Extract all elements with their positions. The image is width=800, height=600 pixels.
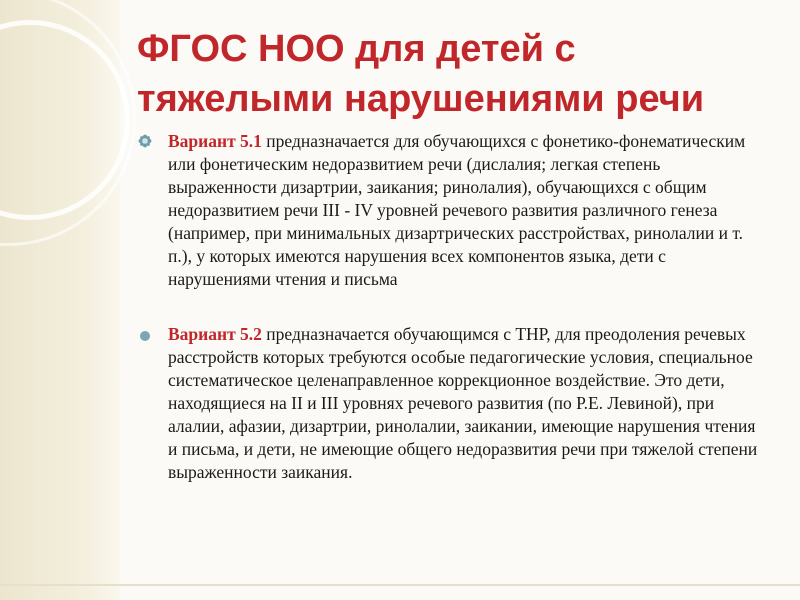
- title-line-2: тяжелыми нарушениями речи: [137, 78, 705, 120]
- slide-body: [138, 130, 758, 484]
- bottom-divider: [0, 584, 800, 586]
- flower-bullet-icon: [138, 134, 152, 148]
- variant-description: предназначается для обучающихся с фонетико-фонематическим или фонетическим недоразвитием речи (дислалия; легкая степень выраженности дизартрии, заикания; ринолалия), обучающихся с общим недоразвитием речи III - IV уровней речевого развития различного генеза (например, при минимальных дизартрических расстройствах, ринолалии и т. п.), у которых имеются нарушения всех компонентов языка, дети с нарушениями чтения и письма: [168, 131, 746, 289]
- title-line-1: ФГОС НОО для детей с: [137, 28, 576, 70]
- dot-bullet-icon: [140, 331, 150, 341]
- slide-title: [137, 24, 777, 124]
- variant-label: Вариант 5.1: [168, 131, 262, 151]
- variant-label: Вариант 5.2: [168, 324, 262, 344]
- list-item-variant-5-2: [138, 323, 758, 484]
- variant-description: предназначается обучающимся с ТНР, для преодоления речевых расстройств которых требуются особые педагогические условия, специальное систематическое целенаправленное коррекционное воздействие. Это дети, находящиеся на II и III уровнях речевого развития (по Р.Е. Левиной), при алалии, афазии, дизартрии, ринолалии, заикании, имеющие нарушения чтения и письма, и дети, не имеющие общего недоразвития речи при тяжелой степени выраженности заикания.: [168, 324, 758, 482]
- list-item-variant-5-1: [138, 130, 758, 291]
